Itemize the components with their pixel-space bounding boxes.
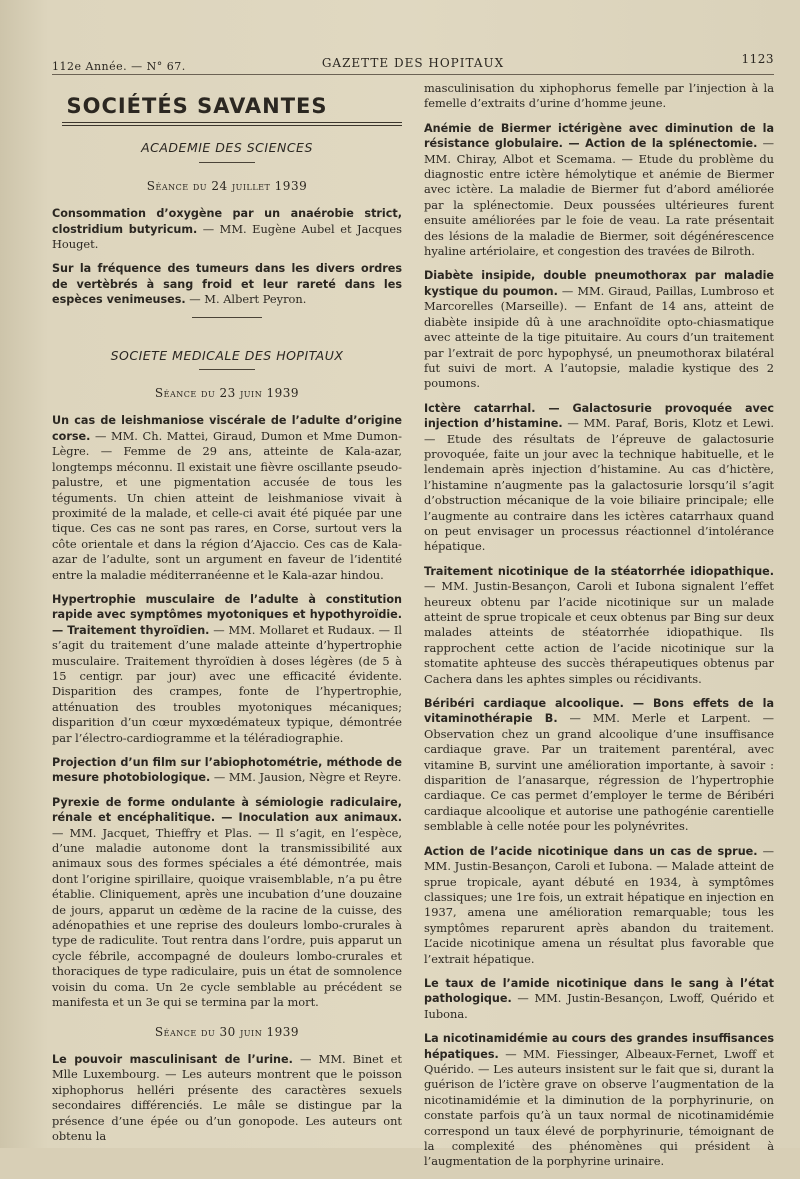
entry (424, 121, 774, 260)
entry (52, 206, 402, 252)
entry (424, 1031, 774, 1170)
entry (424, 268, 774, 391)
entry-title: Béribéri cardiaque alcoolique. — Bons effets de la vitaminothérapie B. (424, 697, 774, 726)
entry-title: Hypertrophie musculaire de l’adulte à constitution rapide avec symptômes myotoniques et hypothyroïdie. — Traitement thyroïdien. (52, 592, 402, 637)
entry-title: La nicotinamidémie au cours des grandes insuffisances hépatiques. (424, 1032, 774, 1061)
entry-body: — MM. Jausion, Nègre et Reyre. (210, 770, 402, 785)
entry-title: Ictère catarrhal. — Galactosurie provoquée avec injection d’histamine. (424, 401, 774, 431)
page-number: 1123 (741, 52, 774, 66)
entry-title: Sur la fréquence des tumeurs dans les divers ordres de vertèbrés à sang froid et leur rareté dans les espèces venimeuses. (52, 262, 402, 307)
entry (424, 844, 774, 967)
entry (52, 413, 402, 582)
entry-title: Pyrexie de forme ondulante à sémiologie radiculaire, rénale et encéphalitique. — Inoculation aux animaux. (52, 795, 402, 825)
entry (52, 795, 402, 1011)
entry-title: Diabète insipide, double pneumothorax par maladie kystique du poumon. (424, 269, 774, 298)
entry-title: Le pouvoir masculinisant de l’urine. (52, 1052, 293, 1066)
running-head (52, 52, 774, 75)
entry-body: — MM. Justin-Besançon, Caroli et Iubona. — Malade atteint de sprue tropicale, ayant débuté en 1934, à symptômes classiques; une 1re fois, un extrait hépatique en injection en 1937, amena une amélioration remarquable; tous les symptômes reparurent après abandon du traitement. L’acide nicotinique amena un résultat plus favorable que l’extrait hépatique. (424, 843, 774, 966)
society-rule (199, 162, 255, 163)
entry-title: Le taux de l’amide nicotinique dans le sang à l’état pathologique. (424, 976, 774, 1006)
entry-body: — MM. Eugène Aubel et Jacques Houget. (52, 221, 402, 252)
entry-body: — MM. Justin-Besançon, Lwoff, Quérido et Iubona. (424, 991, 774, 1021)
entry (52, 592, 402, 746)
entry-body: — MM. Merle et Larpent. — Observation chez un grand alcoolique d’une insuffisance cardiaque grave. Par un traitement parentéral, avec vitamine B, survint une amélioration importante, à savoir : disparition de l’anasarque, régression de l’hypertrophie cardiaque. Ce cas permet d’employer le terme de Béribéri cardiaque alcoolique et autorise une pathogénie carentielle semblable à celle notée pour les polynévrites. (424, 711, 774, 834)
entry-continuation: masculinisation du xiphophorus femelle par l’injection à la femelle d’extraits d’urine d’homme jeune. (424, 81, 774, 111)
entry-title: Un cas de leishmaniose viscérale de l’adulte d’origine corse. (52, 414, 402, 443)
entry-title: Projection d’un film sur l’abiophotométrie, méthode de mesure photobiologique. (52, 756, 402, 785)
entry (52, 1052, 402, 1144)
entry (52, 261, 402, 307)
entry-body: — MM. Ch. Mattei, Giraud, Dumon et Mme Dumon-Lègre. — Femme de 29 ans, atteinte de Kala-azar, longtemps méconnu. Il existait une fièvre oscillante pseudo-palustre, et une pigmentation accusée de tous les téguments. Un chien atteint de leishmaniose vivait à proximité de la malade, et celle-ci avait été piquée par une tique. Ces cas ne sont pas rares, en Corse, surtout vers la côte orientale et dans la région d’Ajaccio. Ces cas de Kala-azar de l’adulte, sont un argument en faveur de l’identité entre la maladie méditerranéenne et le Kala-azar hindou. (52, 428, 402, 582)
entry (424, 401, 774, 555)
seance-heading: Séance du 30 juin 1939 (154, 1024, 300, 1039)
entry-title: Action de l’acide nicotinique dans un cas de sprue. (424, 844, 758, 858)
entry-title: Traitement nicotinique de la stéatorrhée idiopathique. (424, 564, 774, 578)
issue-number: 112e Année. — N° 67. (52, 60, 186, 73)
entry-body: — MM. Fiessinger, Albeaux-Fernet, Lwoff et Quérido. — Les auteurs insistent sur le fait que si, durant la guérison de l’ictère grave on observe l’augmentation de la nicotinamidémie et la diminution de la porphyrinurie, on constate parfois qu’à un taux normal de nicotinamidémie correspond un taux élevé de porphyrinurie, témoignant de la complexité des phénomènes qui président à l’augmentation de la porphyrine urinaire. (424, 1046, 774, 1169)
entry (424, 696, 774, 835)
journal-title: GAZETTE DES HOPITAUX (321, 56, 505, 70)
entry-body: — MM. Jacquet, Thieffry et Plas. — Il s’agit, en l’espèce, d’une maladie autonome dont la transmissibilité aux animaux sous des formes spéciales a été démontrée, mais dont l’origine spirillaire, quoique vraisemblable, n’a pu être établie. Cliniquement, après une incubation d’une douzaine de jours, apparut un œdème de la racine de la cuisse, des adénopathies et une reprise des douleurs lombo-crurales à type de radiculite. Tout rentra dans l’ordre, puis apparut un cycle fébrile, accompagné de douleurs lombo-crurales et thoraciques de type radiculaire, puis un état de somnolence voisin du coma. Un 2e cycle semblable au précédent se manifesta et un 3e qui se termina par la mort. (52, 825, 402, 1010)
entry-body: — MM. Justin-Besançon, Caroli et Iubona signalent l’effet heureux obtenu par l’acide nicotinique sur un malade atteint de sprue tropicale et ceux obtenus par Bing sur deux malades atteints de stéatorrhée idiopathique. Ils rapprochent cette action de l’acide nicotinique sur la stomatite aphteuse des succès thérapeutiques obtenus par Cachera dans les aphtes simples ou récidivants. (424, 579, 774, 686)
entry-body: — M. Albert Peyron. (185, 292, 307, 307)
entry-title: Anémie de Biermer ictérigène avec diminution de la résistance globulaire. — Action de la splénectomie. (424, 121, 774, 151)
section-divider (192, 317, 262, 318)
entry-body: — MM. Mollaret et Rudaux. — Il s’agit du traitement d’une malade atteinte d’hypertrophie musculaire. Traitement thyroïdien à doses légères (de 5 à 15 centigr. par jour) avec une efficacité évidente. Disparition des crampes, fonte de l’hypertrophie, atténuation des troubles myotoniques mécaniques; disparition d’un cœur myxœdémateux typique, démontrée par l’électro-cardiogramme et la téléradiographie. (52, 622, 402, 745)
entry (424, 976, 774, 1022)
entry-body: — MM. Binet et Mlle Luxembourg. — Les auteurs montrent que le poisson xiphophorus helléri présente des caractères sexuels secondaires différenciés. Le mâle se distingue par la présence d’une épée ou d’un gonopode. Les auteurs ont obtenu la (52, 1051, 402, 1143)
seance-heading: Séance du 23 juin 1939 (154, 386, 300, 401)
right-column (424, 81, 774, 1179)
text-columns (52, 81, 774, 1179)
society-heading-medicale: SOCIETE MEDICALE DES HOPITAUX (110, 347, 344, 363)
entry-body: — MM. Paraf, Boris, Klotz et Lewi. — Etude des résultats de l’épreuve de galactosurie provoquée, faite un jour avec la technique habituelle, et le lendemain après injection d’histamine. Au cas d’hictère, l’histamine n’augmente pas la galactosurie lorsqu’il s’agit d’obstruction mécanique de la voie biliaire principale; elle l’augmente au contraire dans les ictères catarrhaux quand on peut envisager un processus réactionnel d’intolérance hépatique. (424, 416, 774, 554)
seance-heading: Séance du 24 juillet 1939 (146, 178, 308, 193)
entry (52, 755, 402, 786)
left-column (52, 81, 406, 1179)
entry-title: Consommation d’oxygène par un anaérobie strict, clostridium butyricum. (52, 207, 402, 236)
entry (424, 564, 774, 687)
entry-body: — MM. Giraud, Paillas, Lumbroso et Marcorelles (Marseille). — Enfant de 14 ans, atteint de diabète insipide dû à une arachnoïdite opto-chiasmatique avec atteinte de la tige pituitaire. Au cours d’un traitement par l’extrait de porc hypophysé, un pneumothorax bilatéral fut suivi de mort. A l’autopsie, maladie kystique des 2 poumons. (424, 283, 774, 391)
society-heading-academie: ACADEMIE DES SCIENCES (141, 140, 313, 156)
section-title: SOCIÉTÉS SAVANTES (66, 94, 328, 118)
title-rule (62, 122, 402, 126)
entry-body: — MM. Chiray, Albot et Scemama. — Etude du problème du diagnostic entre ictère hémolytique et anémie de Biermer avec ictère. La maladie de Biermer fut d’abord améliorée par la splénectomie. Deux poussées ultérieures furent ensuite améliorées par le foie de veau. La rate présentait des lésions de la maladie de Biermer, soit dégénérescence hyaline artériolaire, et congestion des travées de Bilroth. (424, 136, 774, 259)
society-rule (199, 369, 255, 370)
